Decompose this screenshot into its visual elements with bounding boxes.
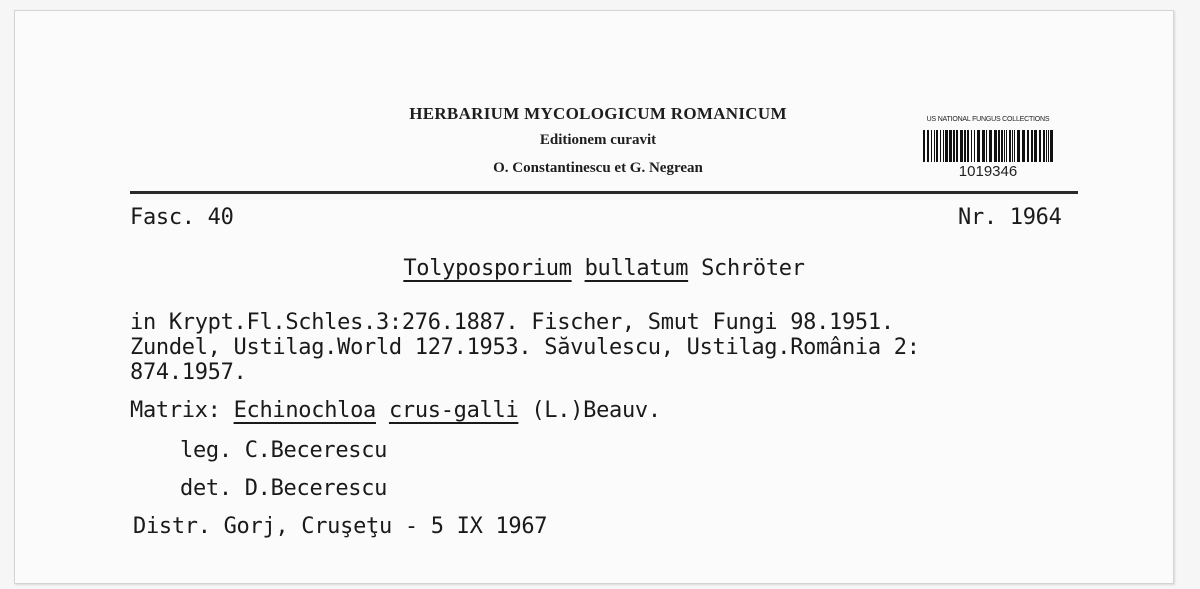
editors-line: O. Constantinescu et G. Negrean	[493, 160, 703, 176]
barcode-bar	[971, 130, 972, 162]
barcode-icon	[923, 130, 1053, 162]
barcode-bar	[1027, 130, 1029, 162]
barcode-bar	[960, 130, 963, 162]
barcode-bar	[998, 130, 1000, 162]
reference-line-2: Zundel, Ustilag.World 127.1953. Săvulescu, Ustilag.România 2:	[130, 335, 920, 360]
barcode-bar	[989, 130, 992, 162]
barcode-bar	[1001, 130, 1003, 162]
barcode-bar	[1014, 130, 1015, 162]
barcode-bar	[936, 130, 938, 162]
legit-line: leg. C.Becerescu	[180, 438, 388, 463]
barcode-bar	[940, 130, 941, 162]
determinavit-line: det. D.Becerescu	[180, 476, 388, 501]
barcode-bar	[1039, 130, 1041, 162]
barcode-bar	[1009, 130, 1011, 162]
barcode-bar	[964, 130, 966, 162]
fascicle-number: Fasc. 40	[130, 205, 234, 230]
species-epithet: bullatum	[584, 256, 689, 281]
matrix-author: (L.)Beauv.	[531, 398, 661, 423]
barcode-bar	[1050, 130, 1053, 162]
edition-line: Editionem curavit	[539, 132, 657, 148]
barcode-bar	[953, 130, 955, 162]
barcode-bar	[1046, 130, 1047, 162]
barcode-bar	[927, 130, 929, 162]
barcode-bar	[1006, 130, 1007, 162]
barcode-bar	[986, 130, 987, 162]
herbarium-title: HERBARIUM MYCOLOGICUM ROMANICUM	[409, 104, 787, 123]
barcode-bar	[974, 130, 975, 162]
header-divider	[130, 191, 1078, 194]
barcode-bar	[1004, 130, 1005, 162]
barcode-bar	[923, 130, 925, 162]
matrix-genus: Echinochloa	[233, 398, 376, 423]
barcode-bar	[1043, 130, 1045, 162]
barcode-caption: US NATIONAL FUNGUS COLLECTIONS	[926, 116, 1050, 123]
species-genus: Tolyposporium	[403, 256, 572, 281]
barcode-bar	[934, 130, 935, 162]
barcode-bar	[931, 130, 932, 162]
barcode-bar	[994, 130, 997, 162]
barcode-bar	[1031, 130, 1033, 162]
barcode-bar	[1034, 130, 1037, 162]
barcode-bar	[949, 130, 952, 162]
matrix-line	[130, 398, 661, 423]
reference-line-1: in Krypt.Fl.Schles.3:276.1887. Fischer, Smut Fungi 98.1951.	[130, 310, 894, 335]
reference-line-3: 874.1957.	[130, 360, 247, 385]
barcode-sticker	[913, 116, 1063, 186]
barcode-bar	[1012, 130, 1013, 162]
matrix-epithet: crus-galli	[388, 398, 519, 423]
barcode-number: 1019346	[958, 163, 1018, 180]
barcode-bar	[982, 130, 985, 162]
barcode-bar	[956, 130, 958, 162]
barcode-bar	[1022, 130, 1025, 162]
barcode-bar	[967, 130, 969, 162]
species-name	[130, 256, 1078, 281]
barcode-bar	[1017, 130, 1020, 162]
barcode-bar	[945, 130, 948, 162]
matrix-label: Matrix:	[130, 398, 221, 423]
exsiccata-number: Nr. 1964	[958, 205, 1062, 230]
barcode-bar	[977, 130, 980, 162]
barcode-bar	[943, 130, 944, 162]
species-author: Schröter	[701, 256, 805, 281]
barcode-bar	[1048, 130, 1049, 162]
locality-line: Distr. Gorj, Cruşeţu - 5 IX 1967	[133, 514, 548, 539]
